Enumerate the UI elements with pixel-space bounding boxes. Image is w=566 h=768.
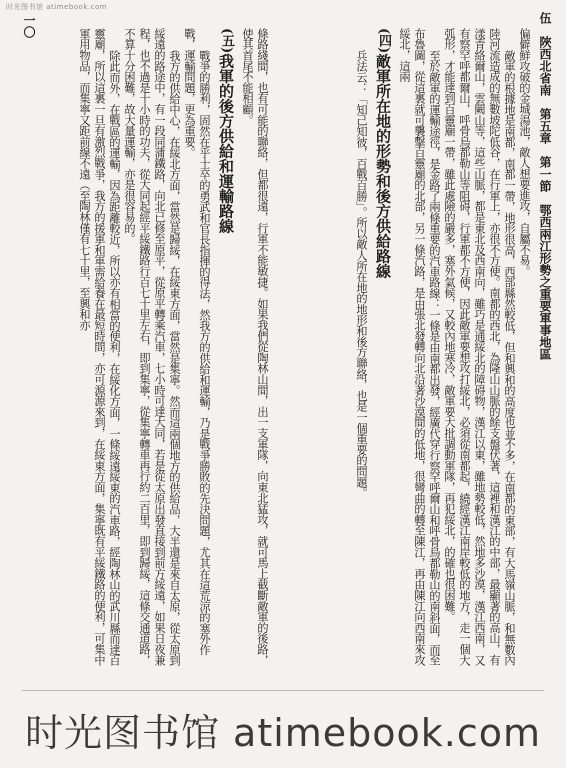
paragraph: 條路綫間，也有可能的聯絡，但都很遠，行軍不能敏捷。如果我們從陶林山間，出一支軍隊，向東北猛攻，就可馬上截斷敵軍的後路，使其首尾不能相顧。 [241,28,269,666]
paragraph: 除此而外，在戰區的運輸，因為距離較近，所以亦有相當的便利，在綏化方面，一條綏遠綏東的汽車路，經陶林山的武川縣而達百靈廟，所以這裏一旦有激烈戰爭，我方的援軍和軍需給養在最短時間，亦可源源來到，在綏東方面，集寧既有平綏鐵路的便利，可集中軍用物品，而集寧又距前線不遠（至陶林僅有七十里，至興和亦 [78,28,121,666]
section-title: 我軍的後方供給和運輸路線 [217,53,235,234]
section-heading [216,28,236,673]
footer-watermark: 时光图书馆 atimebook.com [24,711,542,755]
paragraph: 我方的供給中心，在綏北方面，當然是歸綏，在綏東方面，當然是集寧。然而這兩個地方的供給品，大半還是來自太原，從太原到綏遠的路途中，有一段同蒲鐵路，向北已修至原平，從原平轉乘汽車，七小時可達大同，若是從太原出發直接到前方綏遠，如果日夜兼程，也不過是十小時的功夫，從大同起經平綏鐵路行百七十里左右，即到集寧，從集寧轉車再行約二百里，即到歸綏，這條交通道路，不算十分困難，故大量運輸，亦是很容易的。 [123,28,181,666]
section-title: 敵軍所在地的形勢和後方供給路線 [374,53,392,279]
footer-divider [22,690,544,691]
top-watermark: 时光图书馆 atimebook.com [6,3,108,11]
paragraph: 偏僻鮮攻破的金城湯池，敵人想要進攻，自屬不易。 [518,28,531,277]
page-number: 一〇 [22,14,36,38]
paragraph: 戰爭的勝利，固然在乎士卒的勇武和官長指揮的得法，然我方的供給和運輸，乃是戰爭勝敗的先決問題，尤其在這荒涼的塞外作戰，運輸問題，更為重要。 [183,28,211,656]
section-number: (五) [219,28,234,54]
paragraph: 至於敵軍的運輸途徑，是金路了兩條重要的汽車路線：一條是由南都出發，經廣代穿行察罕呼爾山和呼骨烏都勒山的南斜面，而至布魯圖，從這裏就可襲擊百靈廟的北部，另一條汽路，是由張北發轉向北沿著沙漠間的低地，很彎曲的轉至陳江，再由陳江向西南來攻綏北，這兩 [398,28,441,666]
running-header: 伍 陜西北省南 第五章 第一節 鄂西兩江形勢之重要軍事地區 [538,12,552,360]
right-text-column [286,28,532,673]
paragraph: 兵法云：「知己知彼，百戰百勝」。所以敵人所在地的地形和後方聯絡，也是一個重要的問題。 [355,50,368,499]
left-text-column [22,28,270,673]
section-heading [373,28,393,673]
paragraph: 敵軍的根據地是南都，南都一帶，地形很高，西部縣然較低，但和興和的高度也並不多，在南都的東部，有大馬嶺山脈，和無數內陸河流造成的無數坡陀低谷，在行軍上，亦很不方便。南都的西北，為隆山山脈的餘支盤伏著，這裡和漢江的中部，最顯著的高山，有漾青絡爾山，雲闕山等，這些山脈，都是東北及西南向，雖巧是通綏北的障碍物，漢江以東，雖地勢較低，然地多沙漠，漢江西南，又有察罕呼都爾山，呼骨烏都勒山等阻碍，行軍都不方便，因此敵軍要想攻打綏北，必須從南都起，繞經漢江南岸較低的地方，走一個大弧形，才能達到百靈廟一帶，雖此處險的嚴多，塞外氣候，又較內地寒冷，敵軍要大批調動軍隊，再犯綏北，的確也很困難。 [443,28,516,666]
section-number: (四) [376,28,391,54]
